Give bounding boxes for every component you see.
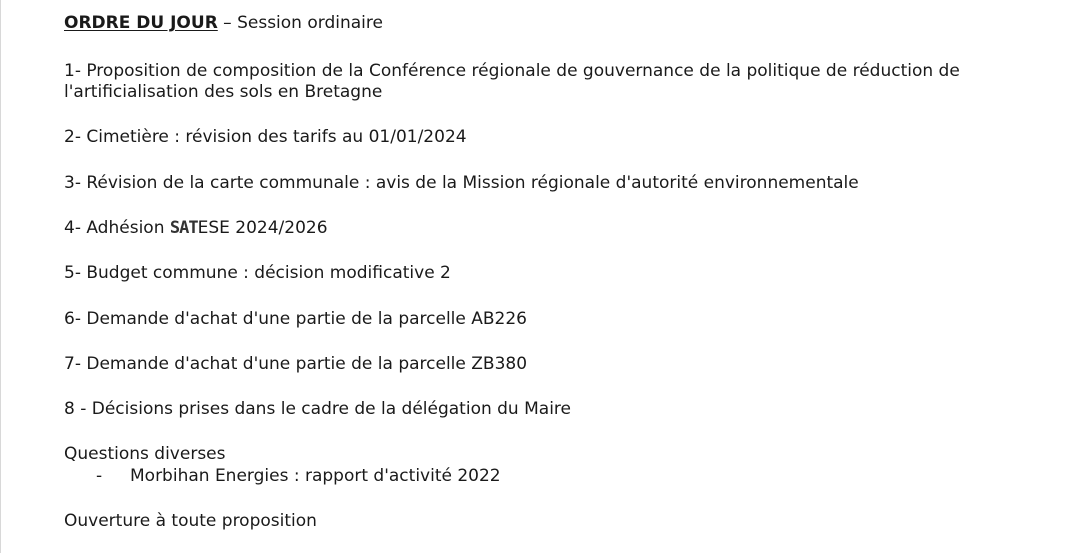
questions-subitem-text: Morbihan Energies : rapport d'activité 2022 (130, 466, 501, 486)
agenda-item-4-garbled-text: SAT (169, 218, 198, 238)
agenda-item-5: 5- Budget commune : décision modificative 2 (64, 263, 451, 283)
header-separator: – (217, 13, 238, 33)
agenda-item-4-prefix: 4- Adhésion (64, 218, 170, 238)
agenda-item-7: 7- Demande d'achat d'une partie de la parcelle ZB380 (64, 354, 528, 374)
agenda-item-8: 8 - Décisions prises dans le cadre de la délégation du Maire (64, 399, 571, 419)
agenda-title: ORDRE DU JOUR (64, 13, 218, 33)
questions-heading: Questions diverses (64, 444, 226, 464)
questions-subitem (96, 466, 501, 487)
agenda-item-4 (64, 218, 328, 239)
bullet-dash: - (96, 466, 103, 486)
agenda-item-2: 2- Cimetière : révision des tarifs au 01/01/2024 (64, 127, 467, 147)
closing-line: Ouverture à toute proposition (64, 511, 317, 531)
agenda-item-4-suffix: ESE 2024/2026 (197, 218, 328, 238)
agenda-item-3: 3- Révision de la carte communale : avis de la Mission régionale d'autorité environnementale (64, 173, 859, 193)
agenda-item-1: 1- Proposition de composition de la Conférence régionale de gouvernance de la politique de réduction de l'artificialisation des sols en Bretagne (64, 61, 960, 102)
session-type: Session ordinaire (237, 13, 383, 33)
agenda-item-6: 6- Demande d'achat d'une partie de la parcelle AB226 (64, 309, 528, 329)
agenda-header (64, 13, 383, 34)
